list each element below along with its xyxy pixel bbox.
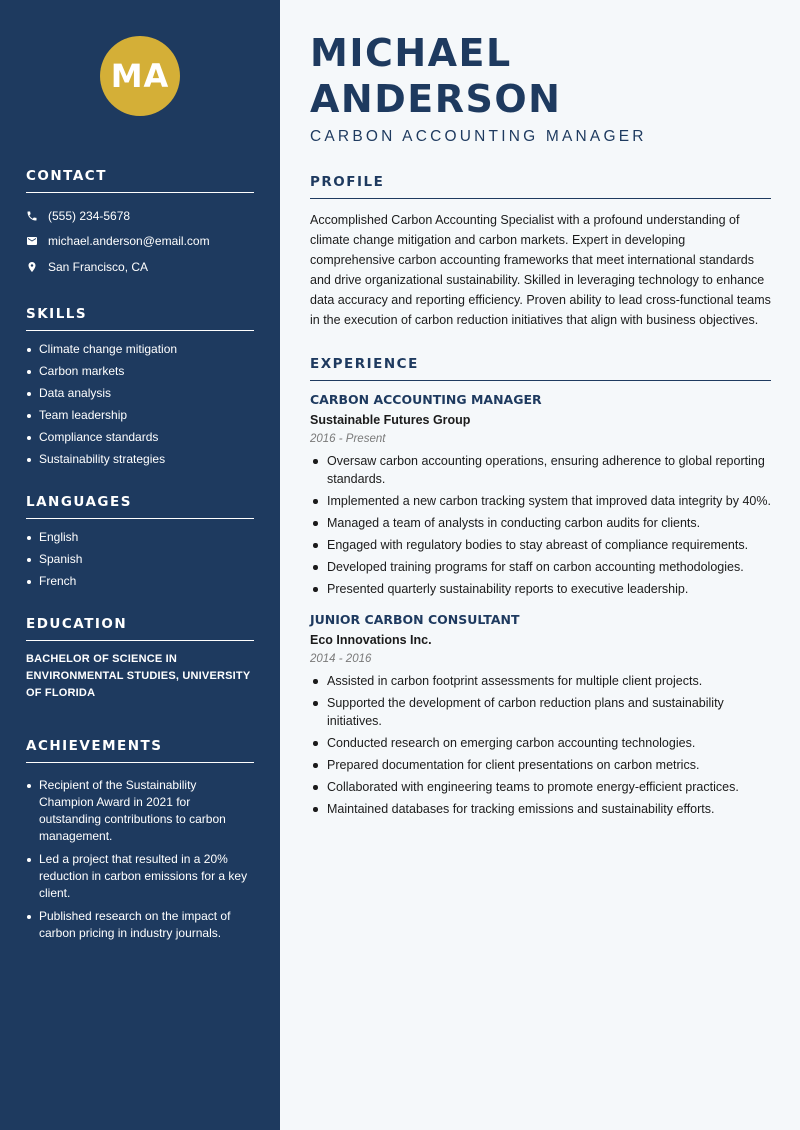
avatar-initials: MA	[110, 57, 170, 95]
skills-heading: SKILLS	[26, 306, 254, 331]
job-bullet: Developed training programs for staff on carbon accounting methodologies.	[310, 558, 771, 576]
achievements-heading: ACHIEVEMENTS	[26, 738, 254, 763]
job-bullet: Maintained databases for tracking emissions and sustainability efforts.	[310, 800, 771, 818]
job-bullet: Engaged with regulatory bodies to stay abreast of compliance requirements.	[310, 536, 771, 554]
contact-section	[26, 168, 254, 280]
email-text[interactable]: michael.anderson@email.com	[48, 234, 210, 249]
location-text: San Francisco, CA	[48, 259, 149, 274]
education-heading: EDUCATION	[26, 616, 254, 641]
skills-list	[26, 341, 254, 468]
achievements-list	[26, 777, 254, 942]
skill-item: Climate change mitigation	[26, 341, 254, 358]
job-bullet: Implemented a new carbon tracking system that improved data integrity by 40%.	[310, 492, 771, 510]
profile-text: Accomplished Carbon Accounting Specialist with a profound understanding of climate change mitigation and carbon markets. Expert in developing comprehensive carbon accounting frameworks that meet international standards and drive organizational sustainability. Skilled in leveraging technology to enhance data accuracy and reporting efficiency. Proven ability to lead cross-functional teams in the execution of carbon reduction initiatives that align with business objectives.	[310, 213, 771, 327]
language-item: English	[26, 529, 254, 546]
skill-item: Sustainability strategies	[26, 451, 254, 468]
contact-heading: CONTACT	[26, 168, 254, 193]
job-bullets	[310, 452, 771, 598]
job-company: Eco Innovations Inc.	[310, 633, 432, 647]
mail-icon	[26, 235, 48, 247]
job-bullet: Conducted research on emerging carbon accounting technologies.	[310, 734, 771, 752]
languages-heading: LANGUAGES	[26, 494, 254, 519]
skill-item: Compliance standards	[26, 429, 254, 446]
achievement-item: Led a project that resulted in a 20% reduction in carbon emissions for a key client.	[26, 851, 254, 902]
job-bullet: Managed a team of analysts in conducting carbon audits for clients.	[310, 514, 771, 532]
job-company: Sustainable Futures Group	[310, 413, 471, 427]
skill-item: Data analysis	[26, 385, 254, 402]
language-item: Spanish	[26, 551, 254, 568]
achievements-section	[26, 738, 254, 942]
education-section	[26, 616, 254, 702]
phone-text[interactable]: (555) 234-5678	[48, 208, 131, 223]
experience-section	[310, 356, 771, 818]
job-bullet: Presented quarterly sustainability reports to executive leadership.	[310, 580, 771, 598]
skill-item: Team leadership	[26, 407, 254, 424]
job-bullet: Oversaw carbon accounting operations, ensuring adherence to global reporting standards.	[310, 452, 771, 488]
job-bullet: Assisted in carbon footprint assessments for multiple client projects.	[310, 672, 771, 690]
job-dates: 2014 - 2016	[310, 653, 372, 665]
job-dates: 2016 - Present	[310, 433, 386, 445]
main-content	[280, 0, 800, 1130]
avatar	[100, 36, 180, 116]
job-entry	[310, 392, 771, 598]
job-bullet: Collaborated with engineering teams to promote energy-efficient practices.	[310, 778, 771, 796]
contact-location	[26, 254, 254, 280]
achievement-item: Published research on the impact of carbon pricing in industry journals.	[26, 908, 254, 942]
job-bullets	[310, 672, 771, 818]
profile-section	[310, 174, 771, 330]
candidate-name: MICHAEL ANDERSON	[310, 31, 562, 121]
skills-section	[26, 306, 254, 468]
languages-section	[26, 494, 254, 590]
job-entry	[310, 612, 771, 818]
achievement-item: Recipient of the Sustainability Champion Award in 2021 for outstanding contributions to carbon management.	[26, 777, 254, 845]
sidebar	[0, 0, 280, 1130]
contact-phone	[26, 203, 254, 229]
location-pin-icon	[26, 261, 48, 273]
education-degree: BACHELOR OF SCIENCE IN ENVIRONMENTAL STUDIES, UNIVERSITY OF FLORIDA	[26, 652, 251, 699]
experience-heading: EXPERIENCE	[310, 356, 771, 381]
languages-list	[26, 529, 254, 590]
language-item: French	[26, 573, 254, 590]
skill-item: Carbon markets	[26, 363, 254, 380]
candidate-title: CARBON ACCOUNTING MANAGER	[310, 128, 647, 145]
job-bullet: Supported the development of carbon reduction plans and sustainability initiatives.	[310, 694, 771, 730]
phone-icon	[26, 210, 48, 222]
contact-email	[26, 229, 254, 255]
profile-heading: PROFILE	[310, 174, 771, 199]
job-title: JUNIOR CARBON CONSULTANT	[310, 612, 520, 627]
job-bullet: Prepared documentation for client presentations on carbon metrics.	[310, 756, 771, 774]
job-title: CARBON ACCOUNTING MANAGER	[310, 392, 542, 407]
